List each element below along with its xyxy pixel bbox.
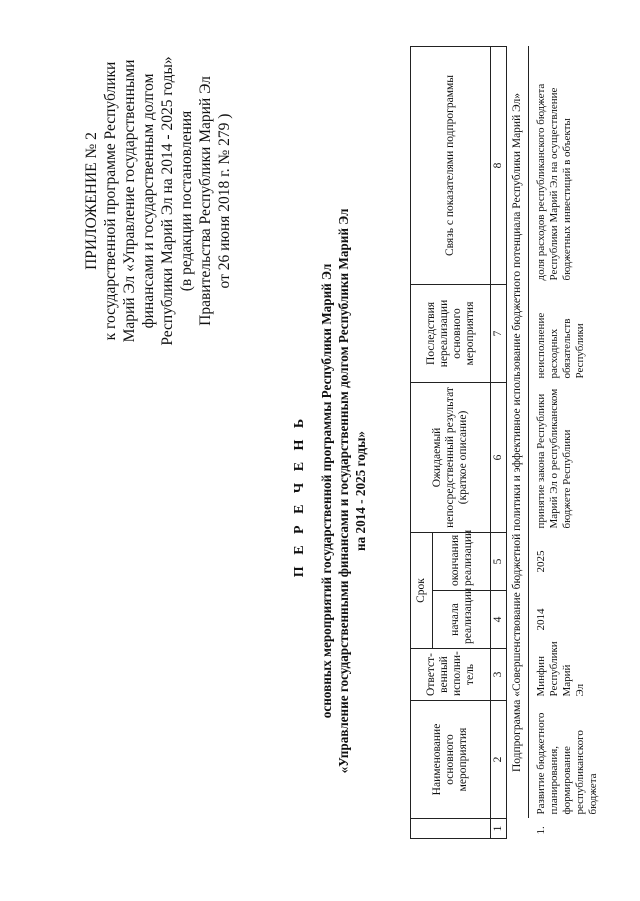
subtitle-line: на 2014 - 2025 годы»	[353, 431, 368, 551]
row-responsible: Минфин Республики Марий Эл	[535, 641, 586, 697]
appendix-title: ПРИЛОЖЕНИЕ № 2	[83, 132, 100, 270]
row-consequences: неисполнение расходных обязательств Республики	[535, 312, 586, 379]
row-name: Развитие бюджетного планирования, формирование республиканского бюджета	[535, 712, 599, 815]
column-number: 2	[491, 701, 507, 819]
appendix-line: (в редакции постановления	[178, 110, 195, 292]
appendix-line: к государственной программе Республики	[102, 61, 119, 341]
header-link: Связь с показателями подпрограммы	[411, 46, 491, 284]
row-link: доля расходов республиканского бюджета Республики Марий Эл на осуществление бюджетных инвестиций в объекты	[535, 83, 573, 281]
row-num: 1.	[534, 826, 547, 835]
row-result: принятие закона Республики Марий Эл о республиканском бюджете Республики	[535, 388, 573, 529]
column-number: 3	[491, 649, 507, 701]
subtitle-line: «Управление государственными финансами и государственным долгом Республики Марий Эл	[336, 208, 351, 774]
header-term-end: окончания реализации	[433, 532, 491, 590]
appendix-date-line: от 26 июня 2018 г. № 279 )	[216, 113, 233, 289]
table-row	[529, 46, 601, 838]
header-term-start: начала реализации	[433, 591, 491, 649]
column-number: 5	[491, 532, 507, 590]
header-result: Ожидаемый непосредственный результат (краткое описание)	[411, 382, 491, 532]
header-responsible: Ответст-венный исполни-тель	[411, 649, 491, 701]
column-numbers-row	[491, 46, 507, 838]
appendix-block	[82, 36, 234, 366]
row-start: 2014	[535, 608, 547, 631]
header-term: Срок	[411, 532, 433, 648]
column-number: 1	[491, 819, 507, 839]
appendix-line: Марий Эл «Управление государственными	[121, 59, 138, 343]
column-number: 6	[491, 382, 507, 532]
row-end: 2025	[535, 550, 547, 573]
header-row	[411, 46, 433, 838]
column-number: 8	[491, 46, 507, 284]
appendix-line: Правительства Республики Марий Эл	[197, 76, 214, 326]
column-number: 7	[491, 284, 507, 382]
document-subtitle	[318, 141, 369, 841]
document-heading: П Е Р Е Ч Е Н Ь	[292, 414, 307, 578]
subprogram-title: Подпрограмма «Совершенствование бюджетной политики и эффективное использование бюджетного потенциала Республики Марий Эл»	[507, 46, 529, 818]
header-name: Наименование основного мероприятия	[411, 701, 491, 819]
subtitle-line: основных мероприятий государственной программы Республики Марий Эл	[319, 263, 334, 719]
header-num	[411, 819, 491, 839]
appendix-line: Республики Марий Эл на 2014 - 2025 годы»	[159, 56, 176, 346]
header-consequences: Последствия нереализации основного мероприятия	[411, 284, 491, 382]
column-number: 4	[491, 591, 507, 649]
subprogram-row	[507, 46, 529, 838]
appendix-line: финансами и государственным долгом	[140, 73, 157, 329]
activities-table	[410, 46, 600, 839]
